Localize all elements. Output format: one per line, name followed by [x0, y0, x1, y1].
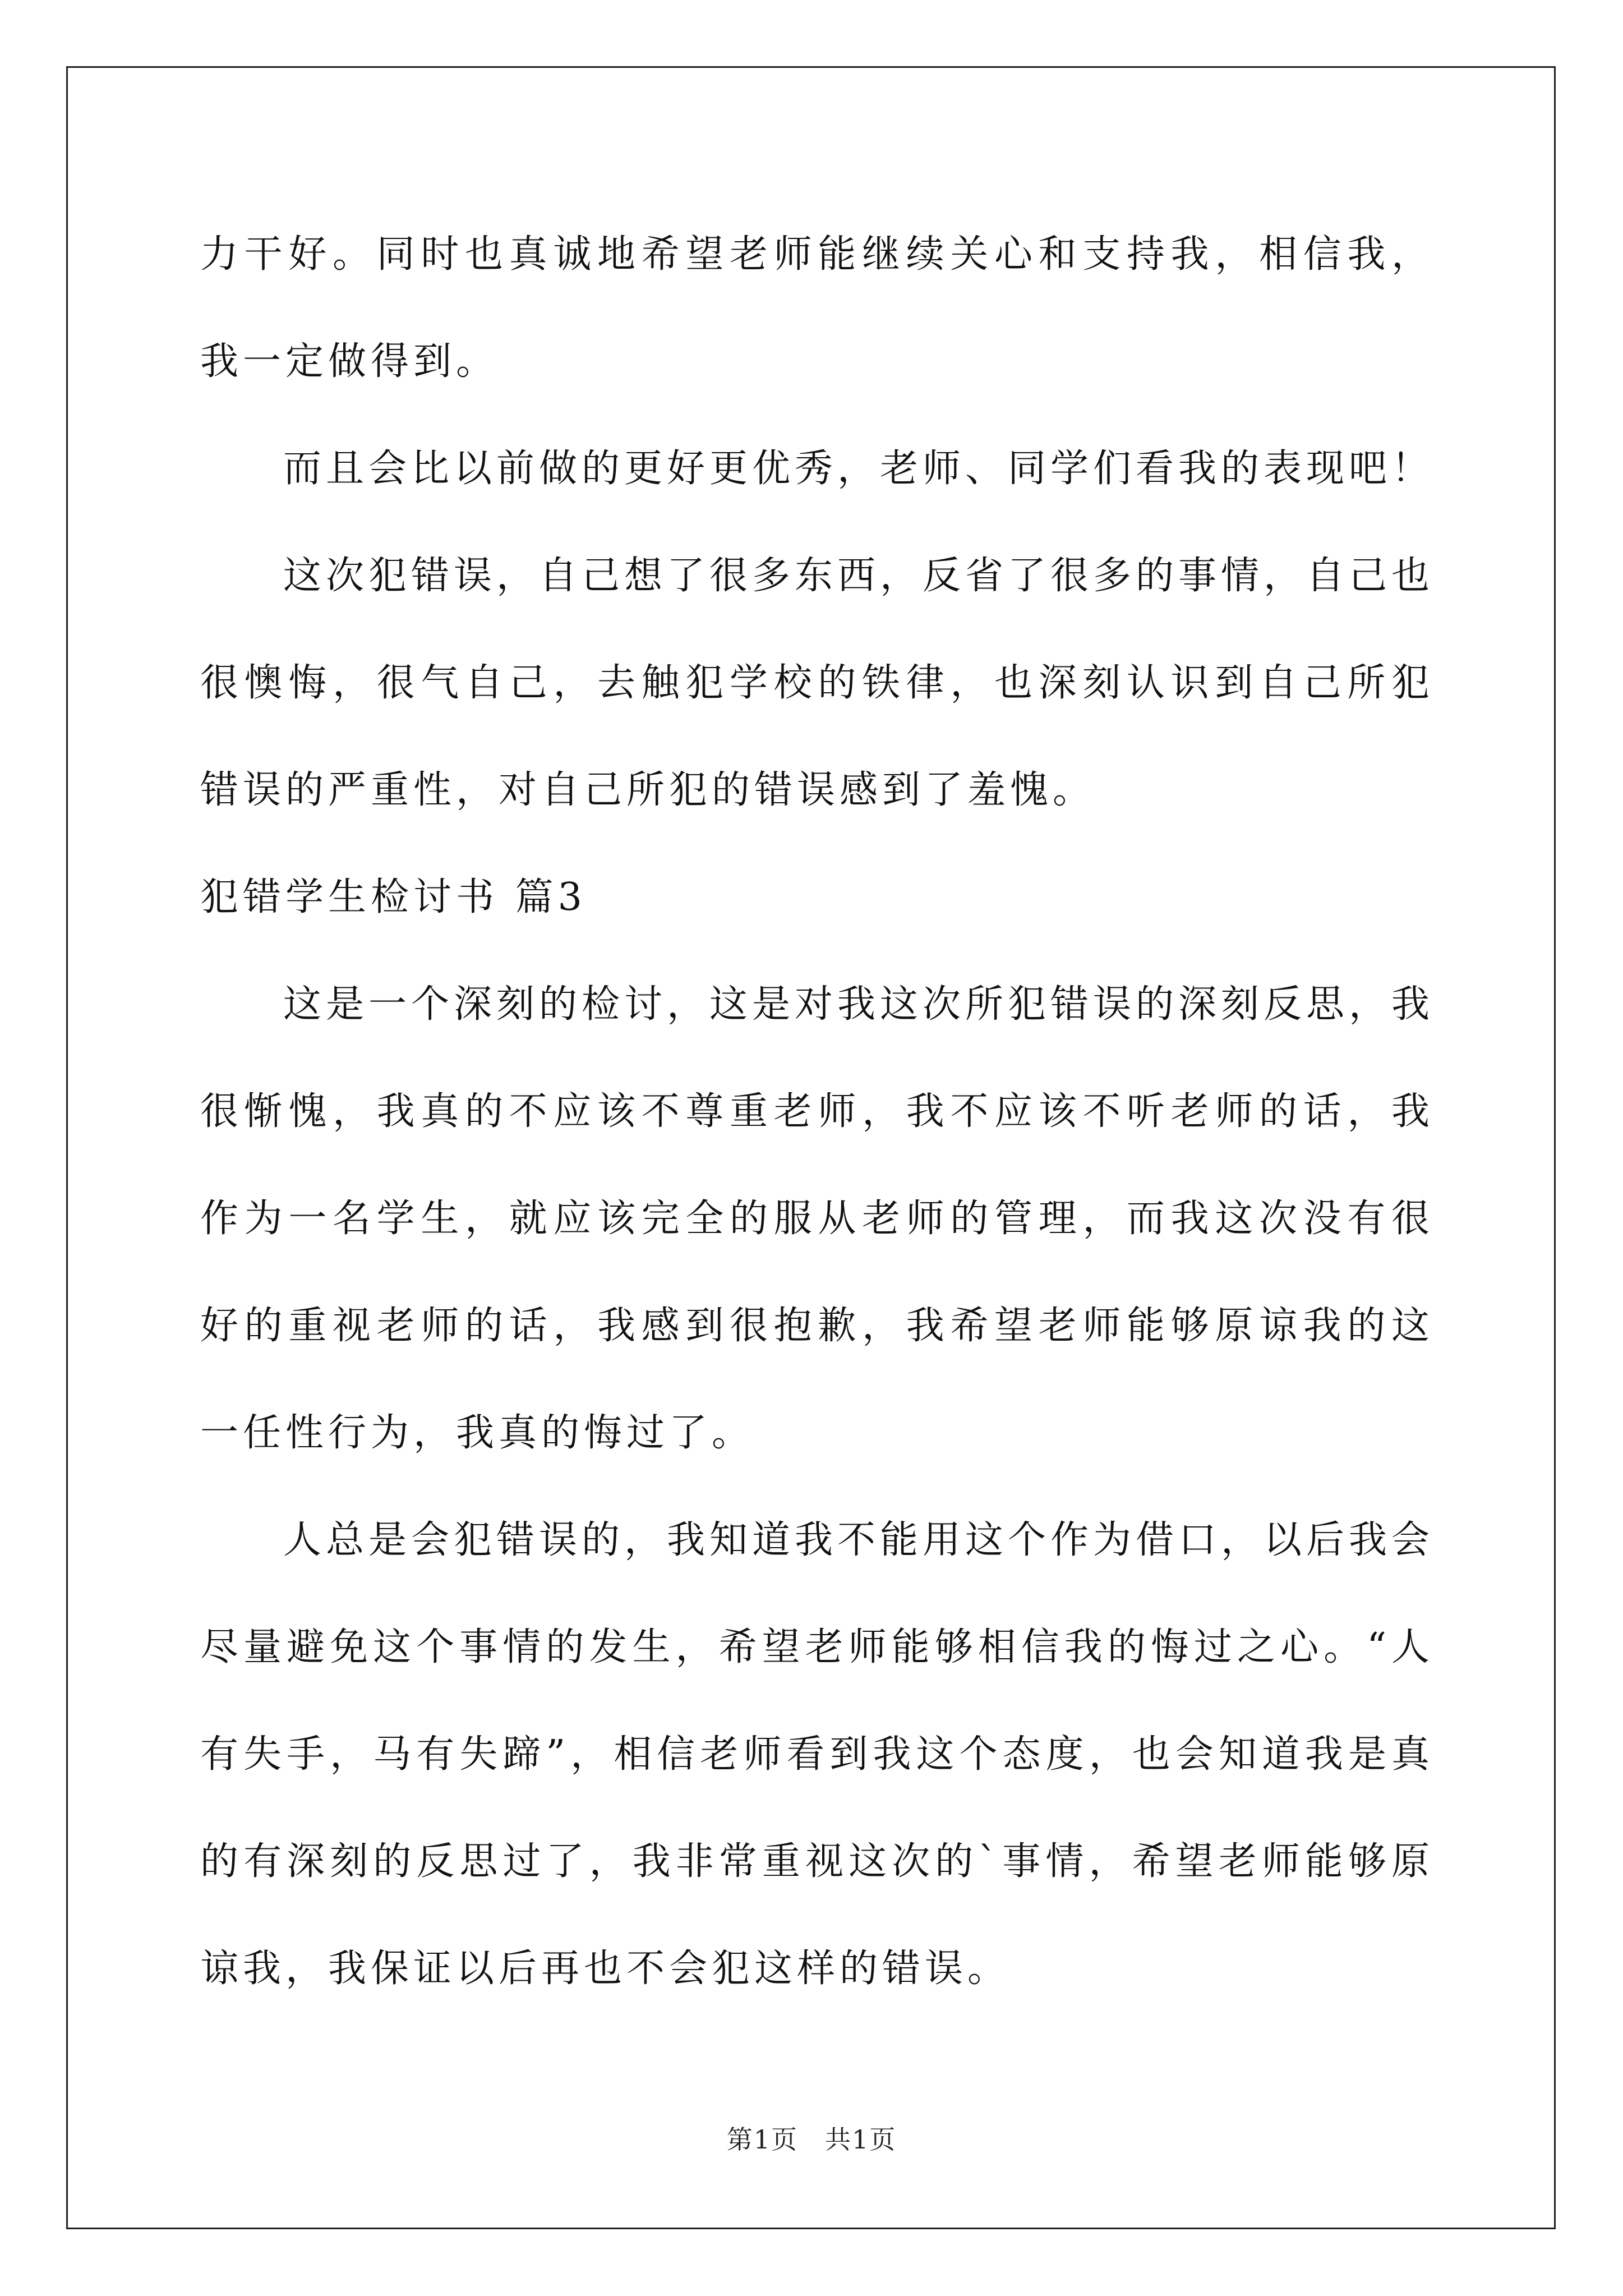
document-body	[200, 201, 1434, 2022]
page-number-total: 共1页	[825, 2124, 897, 2155]
paragraph-reflection: 这次犯错误，自己想了很多东西，反省了很多的事情，自己也很懊悔，很气自己，去触犯学校的铁律，也深刻认识到自己所犯错误的严重性，对自己所犯的错误感到了羞愧。	[200, 554, 1435, 812]
paragraph-apology: 这是一个深刻的检讨，这是对我这次所犯错误的深刻反思，我很惭愧，我真的不应该不尊重老师，我不应该不听老师的话，我作为一名学生，就应该完全的服从老师的管理，而我这次没有很好的重视老师的话，我感到很抱歉，我希望老师能够原谅我的这一任性行为，我真的悔过了。	[200, 982, 1435, 1455]
paragraph-promise: 而且会比以前做的更好更优秀，老师、同学们看我的表现吧！	[283, 447, 1435, 491]
page-footer	[0, 2119, 1623, 2156]
page-number-current: 第1页	[726, 2124, 798, 2155]
paragraph-commitment: 人总是会犯错误的，我知道我不能用这个作为借口，以后我会尽量避免这个事情的发生，希望老师能够相信我的悔过之心。“人有失手，马有失蹄”，相信老师看到我这个态度，也会知道我是真的有深刻的反思过了，我非常重视这次的`事情，希望老师能够原谅我，我保证以后再也不会犯这样的错误。	[200, 1518, 1435, 1991]
paragraph-continuation: 力干好。同时也真诚地希望老师能继续关心和支持我，相信我，我一定做得到。	[200, 232, 1434, 384]
section-heading: 犯错学生检讨书 篇3	[200, 875, 587, 919]
